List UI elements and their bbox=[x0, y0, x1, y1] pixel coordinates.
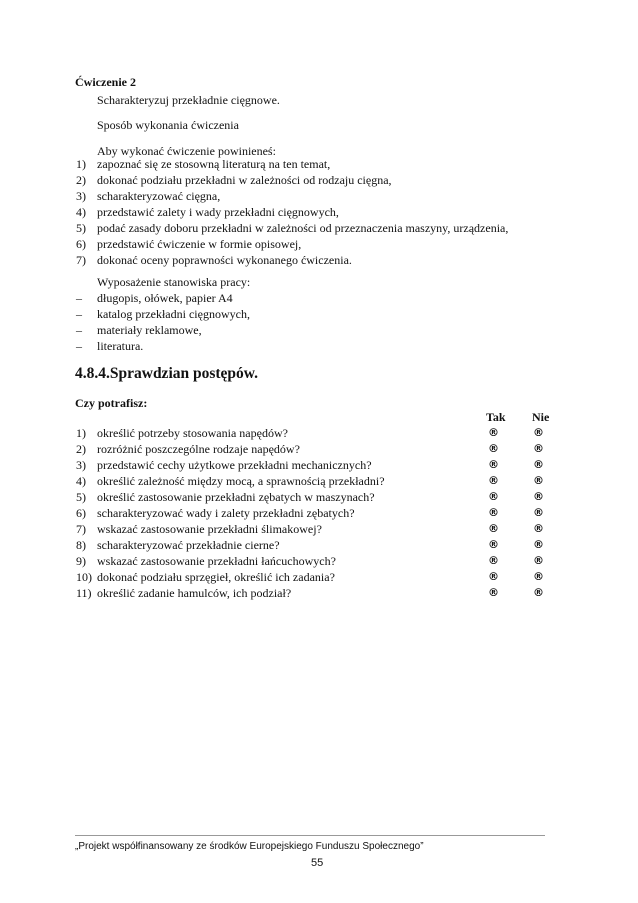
checklist-text: określić zależność między mocą, a sprawnością przekładni? bbox=[97, 474, 385, 488]
checklist-number: 11) bbox=[76, 586, 92, 600]
checklist-row bbox=[0, 425, 638, 441]
list-item-number: 2) bbox=[76, 173, 86, 187]
list-item-number: 7) bbox=[76, 253, 86, 267]
list-item bbox=[0, 306, 638, 322]
yes-checkbox[interactable]: ® bbox=[488, 570, 499, 583]
list-item bbox=[0, 220, 638, 236]
checklist-text: określić zastosowanie przekładni zębatych w maszynach? bbox=[97, 490, 375, 504]
checklist-row bbox=[0, 553, 638, 569]
yes-checkbox[interactable]: ® bbox=[488, 490, 499, 503]
checklist-number: 2) bbox=[76, 442, 86, 456]
no-checkbox[interactable]: ® bbox=[533, 522, 544, 535]
checklist-number: 4) bbox=[76, 474, 86, 488]
yes-checkbox[interactable]: ® bbox=[488, 506, 499, 519]
no-checkbox[interactable]: ® bbox=[533, 426, 544, 439]
no-checkbox[interactable]: ® bbox=[533, 490, 544, 503]
yes-checkbox[interactable]: ® bbox=[488, 554, 499, 567]
page-number: 55 bbox=[311, 857, 324, 869]
yes-checkbox[interactable]: ® bbox=[488, 586, 499, 599]
checklist-text: przedstawić cechy użytkowe przekładni mechanicznych? bbox=[97, 458, 372, 472]
checklist-number: 8) bbox=[76, 538, 86, 552]
list-item-text: długopis, ołówek, papier A4 bbox=[97, 291, 233, 305]
list-item-dash: – bbox=[76, 307, 82, 321]
list-item bbox=[0, 322, 638, 338]
checklist-row bbox=[0, 569, 638, 585]
no-checkbox[interactable]: ® bbox=[533, 570, 544, 583]
equipment-intro: Wyposażenie stanowiska pracy: bbox=[97, 275, 251, 289]
checklist-number: 1) bbox=[76, 426, 86, 440]
checklist-row bbox=[0, 473, 638, 489]
list-item-text: scharakteryzować cięgna, bbox=[97, 189, 221, 203]
checklist-number: 5) bbox=[76, 490, 86, 504]
list-item-text: katalog przekładni cięgnowych, bbox=[97, 307, 250, 321]
no-checkbox[interactable]: ® bbox=[533, 442, 544, 455]
checklist-row bbox=[0, 457, 638, 473]
list-item bbox=[0, 338, 638, 354]
footer-divider bbox=[75, 835, 545, 836]
list-item-text: zapoznać się ze stosowną literaturą na ten temat, bbox=[97, 157, 331, 171]
list-item-number: 5) bbox=[76, 221, 86, 235]
no-checkbox[interactable]: ® bbox=[533, 458, 544, 471]
yes-checkbox[interactable]: ® bbox=[488, 426, 499, 439]
checklist-row bbox=[0, 537, 638, 553]
checklist-text: wskazać zastosowanie przekładni łańcuchowych? bbox=[97, 554, 336, 568]
list-item-text: dokonać oceny poprawności wykonanego ćwiczenia. bbox=[97, 253, 352, 267]
no-checkbox[interactable]: ® bbox=[533, 538, 544, 551]
list-item-dash: – bbox=[76, 291, 82, 305]
list-item bbox=[0, 156, 638, 172]
checklist-row bbox=[0, 489, 638, 505]
list-item-number: 4) bbox=[76, 205, 86, 219]
checklist-number: 6) bbox=[76, 506, 86, 520]
yes-checkbox[interactable]: ® bbox=[488, 442, 499, 455]
list-item bbox=[0, 188, 638, 204]
checklist-text: scharakteryzować przekładnie cierne? bbox=[97, 538, 280, 552]
list-item-text: literatura. bbox=[97, 339, 144, 353]
checklist-number: 3) bbox=[76, 458, 86, 472]
checklist-number: 9) bbox=[76, 554, 86, 568]
list-item bbox=[0, 252, 638, 268]
question-heading: Czy potrafisz: bbox=[75, 396, 148, 410]
checklist-text: określić zadanie hamulców, ich podział? bbox=[97, 586, 292, 600]
list-item-text: podać zasady doboru przekładni w zależności od przeznaczenia maszyny, urządzenia, bbox=[97, 221, 509, 235]
checklist-text: rozróżnić poszczególne rodzaje napędów? bbox=[97, 442, 300, 456]
list-item-number: 3) bbox=[76, 189, 86, 203]
no-checkbox[interactable]: ® bbox=[533, 554, 544, 567]
column-header-no: Nie bbox=[532, 410, 550, 424]
footer-project-text: „Projekt współfinansowany ze środków Europejskiego Funduszu Społecznego” bbox=[75, 841, 424, 852]
list-item-number: 6) bbox=[76, 237, 86, 251]
checklist-text: wskazać zastosowanie przekładni ślimakowej? bbox=[97, 522, 322, 536]
list-item bbox=[0, 236, 638, 252]
list-item bbox=[0, 172, 638, 188]
checklist-row bbox=[0, 521, 638, 537]
checklist-text: określić potrzeby stosowania napędów? bbox=[97, 426, 288, 440]
checklist-row bbox=[0, 441, 638, 457]
list-item bbox=[0, 204, 638, 220]
list-item-dash: – bbox=[76, 339, 82, 353]
exercise-task: Scharakteryzuj przekładnie cięgnowe. bbox=[97, 93, 280, 107]
checklist-number: 7) bbox=[76, 522, 86, 536]
yes-checkbox[interactable]: ® bbox=[488, 474, 499, 487]
list-item-text: materiały reklamowe, bbox=[97, 323, 202, 337]
exercise-title: Ćwiczenie 2 bbox=[75, 75, 136, 89]
checklist-number: 10) bbox=[76, 570, 92, 584]
no-checkbox[interactable]: ® bbox=[533, 586, 544, 599]
checklist-text: scharakteryzować wady i zalety przekładni zębatych? bbox=[97, 506, 355, 520]
no-checkbox[interactable]: ® bbox=[533, 506, 544, 519]
checklist-row bbox=[0, 585, 638, 601]
list-item-text: przedstawić ćwiczenie w formie opisowej, bbox=[97, 237, 302, 251]
list-item-number: 1) bbox=[76, 157, 86, 171]
yes-checkbox[interactable]: ® bbox=[488, 538, 499, 551]
no-checkbox[interactable]: ® bbox=[533, 474, 544, 487]
list-item bbox=[0, 290, 638, 306]
method-heading: Sposób wykonania ćwiczenia bbox=[97, 118, 239, 132]
checklist-row bbox=[0, 505, 638, 521]
section-title: 4.8.4.Sprawdzian postępów. bbox=[75, 365, 259, 382]
list-item-text: przedstawić zalety i wady przekładni cięgnowych, bbox=[97, 205, 339, 219]
list-item-text: dokonać podziału przekładni w zależności od rodzaju cięgna, bbox=[97, 173, 392, 187]
yes-checkbox[interactable]: ® bbox=[488, 458, 499, 471]
checklist-text: dokonać podziału sprzęgieł, określić ich zadania? bbox=[97, 570, 335, 584]
steps-intro: Aby wykonać ćwiczenie powinieneś: bbox=[97, 144, 276, 158]
list-item-dash: – bbox=[76, 323, 82, 337]
yes-checkbox[interactable]: ® bbox=[488, 522, 499, 535]
column-header-yes: Tak bbox=[486, 410, 506, 424]
